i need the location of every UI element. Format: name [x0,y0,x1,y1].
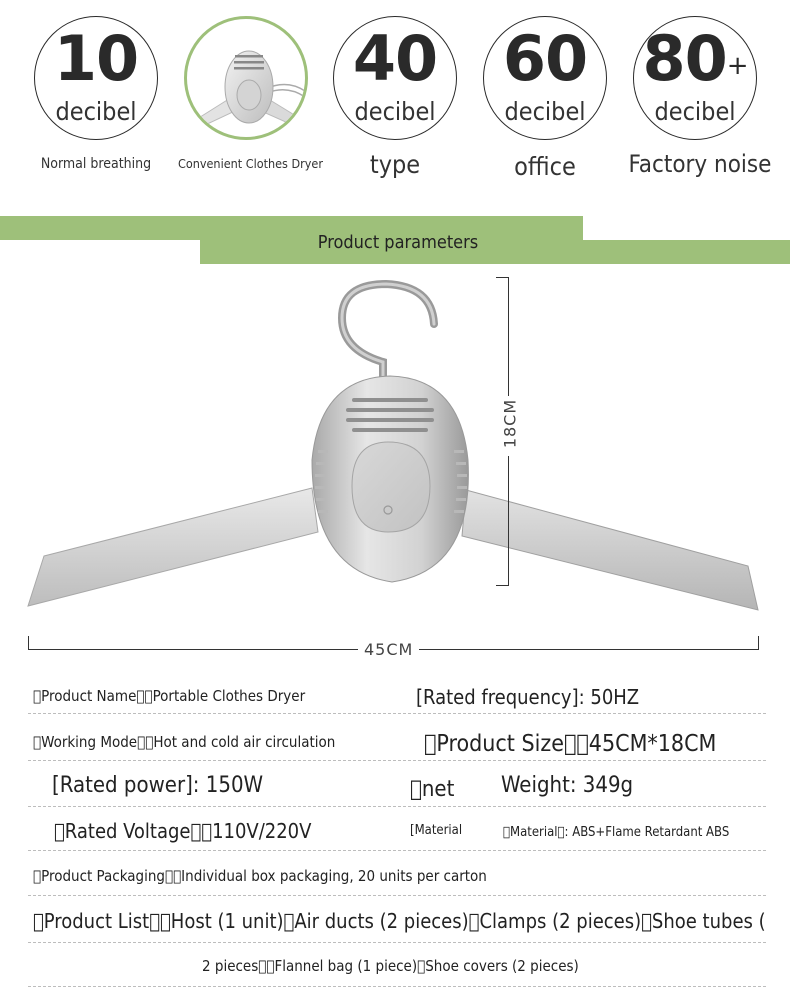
decibel-number: 10 [53,22,139,95]
row-divider [28,942,766,943]
decibel-circle-10 [34,16,158,140]
spec-working-mode:  Working Mode  Hot and cold air circulation [33,733,336,751]
spec-material:  Material : ABS+Flame Retardant ABS [503,825,730,840]
spec-net:  net [410,777,455,802]
caption-convenient-dryer: Convenient Clothes Dryer [178,156,323,171]
caption-factory-noise: Factory noise [628,150,772,178]
clothes-dryer-image [0,270,790,630]
width-dimension-tick-right [758,636,759,650]
spec-packaging:  Product Packaging  Individual box packaging, 20 units per carton [33,867,487,885]
height-dimension-label: 18CM [500,398,520,449]
row-divider [28,850,766,851]
decibel-number: 40 [352,22,438,95]
decibel-unit: decibel [654,97,736,126]
row-divider [28,806,766,807]
decibel-unit: decibel [504,97,586,126]
height-dimension-tick-top [496,277,509,278]
decibel-number: 60 [502,22,588,95]
row-divider [28,895,766,896]
product-thumbnail-circle [184,16,308,140]
clothes-dryer-thumbnail [187,19,308,140]
plus-sign: + [726,51,748,81]
height-dimension-tick-bottom [496,585,509,586]
spec-product-size:  Product Size  45CM*18CM [424,731,717,757]
section-title: Product parameters [317,232,479,253]
decibel-number [634,22,756,98]
row-divider [28,713,766,714]
row-divider [28,986,766,987]
decibel-circle-80 [633,16,757,140]
decibel-unit: decibel [55,97,137,126]
row-divider [28,760,766,761]
spec-rated-power: [Rated power]: 150W [52,773,264,798]
spec-weight: Weight: 349g [501,773,634,798]
caption-normal-breathing: Normal breathing [40,156,152,172]
decibel-number-value: 80 [642,22,727,95]
spec-rated-frequency: [Rated frequency]: 50HZ [416,685,640,709]
decibel-circle-60 [483,16,607,140]
width-dimension-label: 45CM [358,640,419,659]
decibel-unit: decibel [354,97,436,126]
caption-type: type [369,150,421,179]
spec-product-list-line1:  Product List  Host (1 unit) Air ducts (2 pieces) Clamps (2 pieces) Shoe tubes ( [33,909,766,933]
spec-product-list-line2: 2 pieces  Flannel bag (1 piece) Shoe covers (2 pieces) [202,957,579,975]
decibel-circle-40 [333,16,457,140]
width-dimension-tick-left [28,636,29,650]
caption-office: office [514,152,576,181]
spec-rated-voltage:  Rated Voltage  110V/220V [54,819,312,843]
spec-product-name:  Product Name  Portable Clothes Dryer [33,687,306,705]
spec-material-short: [Material [410,823,463,838]
